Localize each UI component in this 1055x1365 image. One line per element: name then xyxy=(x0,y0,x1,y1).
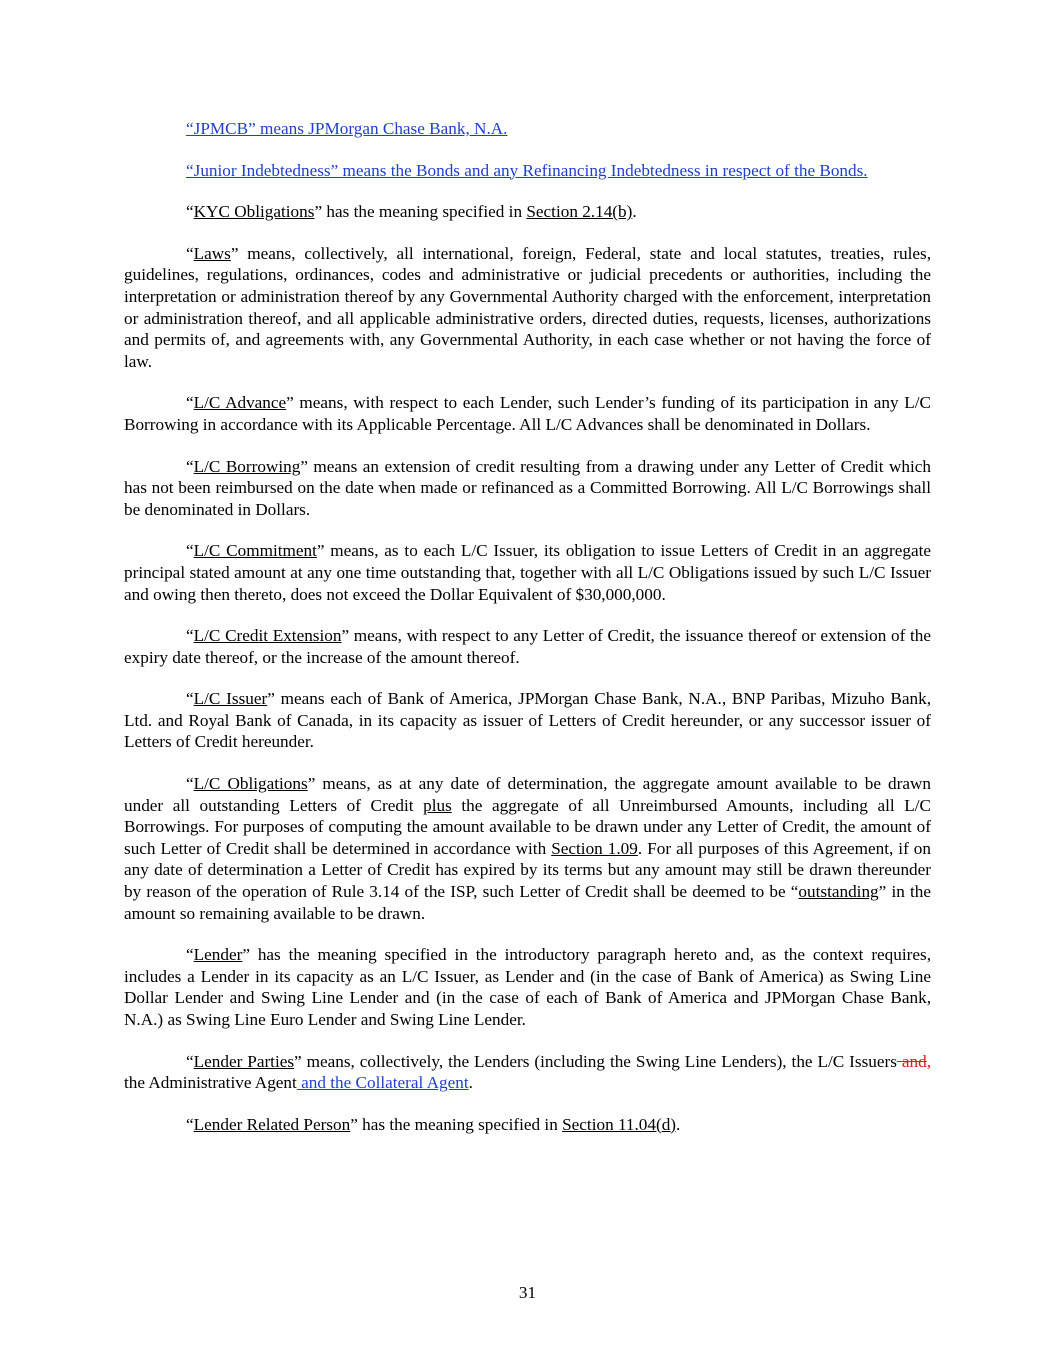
section-reference: Section 1.09 xyxy=(551,838,638,858)
defined-term: L/C Borrowing xyxy=(193,456,301,476)
defined-term: outstanding xyxy=(798,882,879,902)
document-page xyxy=(124,118,931,1155)
section-reference: Section 2.14(b) xyxy=(526,202,633,222)
definition-jpmcb xyxy=(124,118,931,140)
definition-lc-obligations: “L/C Obligations” means, as at any date of determination, the aggregate amount available to be drawn under all outstanding Letters of Credit plus the aggregate of all Unreimbursed Amounts, including all L/C Borrowings. For purposes of computing the amount available to be drawn under any Letter of Credit, the amount of such Letter of Credit shall be determined in accordance with Section 1.09. For all purposes of this Agreement, if on any date of determination a Letter of Credit has expired by its terms but any amount may still be drawn thereunder by reason of the operation of Rule 3.14 of the ISP, such Letter of Credit shall be deemed to be “outstanding” in the amount so remaining available to be drawn. xyxy=(124,774,932,923)
inserted-text: and the Collateral Agent xyxy=(296,1073,469,1093)
definition-lc-issuer: “L/C Issuer” means each of Bank of America, JPMorgan Chase Bank, N.A., BNP Paribas, Mizuho Bank, Ltd. and Royal Bank of Canada, in its capacity as issuer of Letters of Credit hereunder, or any successor issuer of Letters of Credit hereunder. xyxy=(124,689,931,752)
inserted-comma: , xyxy=(926,1051,931,1071)
defined-term: L/C Obligations xyxy=(193,774,308,794)
defined-term: Lender Related Person xyxy=(193,1114,351,1134)
definition-lc-credit-extension: “L/C Credit Extension” means, with respect to any Letter of Credit, the issuance thereof or extension of the expiry date thereof, or the increase of the amount thereof. xyxy=(124,626,931,667)
definition-lc-advance: “L/C Advance” means, with respect to each Lender, such Lender’s funding of its participation in any L/C Borrowing in accordance with its Applicable Percentage. All L/C Advances shall be denominated in Dollars. xyxy=(124,393,931,434)
inserted-text: “JPMCB” means JPMorgan Chase Bank, N.A. xyxy=(186,119,508,138)
definition-lc-commitment: “L/C Commitment” means, as to each L/C Issuer, its obligation to issue Letters of Credit in an aggregate principal stated amount at any one time outstanding that, together with all L/C Obligations issued by such L/C Issuer and owing then thereto, does not exceed the Dollar Equivalent of $30,000,000. xyxy=(124,541,931,604)
emphasis-plus: plus xyxy=(423,795,452,815)
definition-lender-related-person: “Lender Related Person” has the meaning specified in Section 11.04(d). xyxy=(186,1114,681,1134)
definition-laws: “Laws” means, collectively, all international, foreign, Federal, state and local statutes, treaties, rules, guidelines, regulations, ordinances, codes and administrative or judicial precedents or authorities, including the interpretation or administration thereof by any Governmental Authority charged with the enforcement, interpretation or administration thereof, and all applicable administrative orders, directed duties, requests, licenses, authorizations and permits of, and agreements with, any Governmental Authority, in each case whether or not having the force of law. xyxy=(124,243,931,371)
defined-term: L/C Credit Extension xyxy=(193,626,342,646)
defined-term: Laws xyxy=(193,243,231,263)
section-reference: Section 11.04(d) xyxy=(562,1114,677,1134)
inserted-text: “Junior Indebtedness” means the Bonds and any Refinancing Indebtedness in respect of the Bonds. xyxy=(186,160,868,180)
definition-kyc-obligations: “KYC Obligations” has the meaning specified in Section 2.14(b). xyxy=(186,202,637,222)
defined-term: KYC Obligations xyxy=(193,202,315,222)
definition-lender-parties: “Lender Parties” means, collectively, the Lenders (including the Swing Line Lenders), the L/C Issuers and, the Administrative Agent and the Collateral Agent. xyxy=(124,1051,931,1093)
defined-term: Lender xyxy=(193,945,243,965)
definition-junior-indebtedness xyxy=(124,160,931,182)
defined-term: Lender Parties xyxy=(193,1051,295,1071)
definition-lc-borrowing: “L/C Borrowing” means an extension of credit resulting from a drawing under any Letter of Credit which has not been reimbursed on the date when made or refinanced as a Committed Borrowing. All L/C Borrowings shall be denominated in Dollars. xyxy=(124,456,931,519)
page-number: 31 xyxy=(518,1283,537,1302)
defined-term: L/C Advance xyxy=(193,393,287,413)
defined-term: L/C Issuer xyxy=(193,689,268,709)
defined-term: L/C Commitment xyxy=(193,541,317,561)
deleted-text: and xyxy=(896,1051,927,1071)
definition-lender: “Lender” has the meaning specified in the introductory paragraph hereto and, as the context requires, includes a Lender in its capacity as an L/C Issuer, as Lender and (in the case of Bank of America) as Swing Line Dollar Lender and Swing Line Lender and (in the case of each of Bank of America and JPMorgan Chase Bank, N.A.) as Swing Line Euro Lender and Swing Line Lender. xyxy=(124,945,931,1029)
